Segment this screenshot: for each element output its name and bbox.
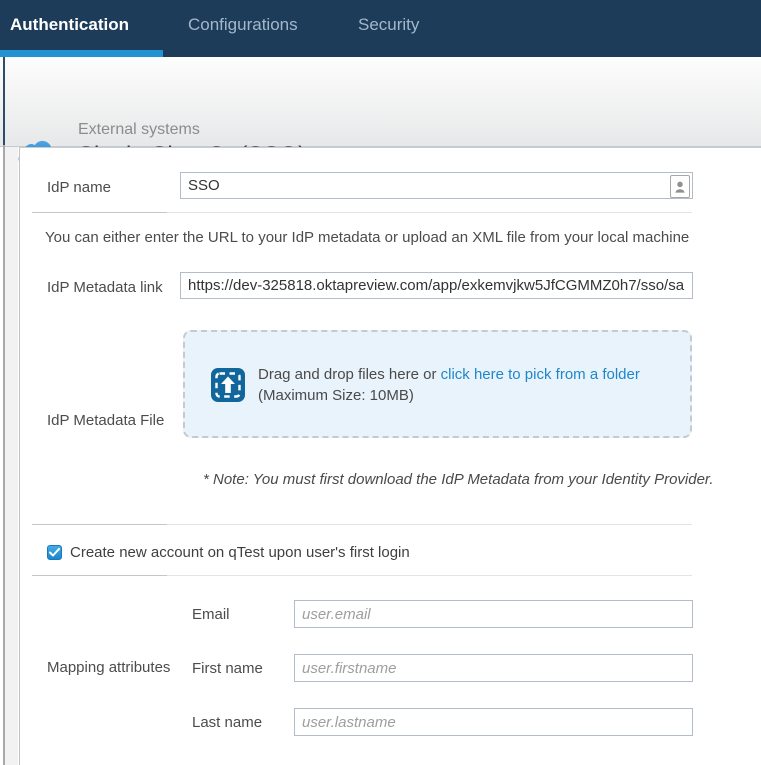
- tab-configurations[interactable]: Configurations: [188, 15, 298, 34]
- upload-icon: [210, 367, 246, 403]
- create-account-label: Create new account on qTest upon user's first login: [70, 544, 410, 561]
- metadata-link-input[interactable]: [180, 272, 693, 299]
- metadata-link-label: IdP Metadata link: [47, 279, 163, 296]
- idp-name-input[interactable]: [180, 172, 693, 199]
- autofill-contact-icon[interactable]: [670, 175, 690, 198]
- divider: [32, 575, 692, 576]
- mapping-lastname-input[interactable]: [294, 708, 693, 736]
- mapping-firstname-label: First name: [192, 660, 263, 677]
- dropzone-size-limit: (Maximum Size: 10MB): [258, 387, 414, 404]
- active-tab-indicator: [0, 50, 163, 57]
- idp-name-label: IdP name: [47, 179, 111, 196]
- mapping-firstname-input[interactable]: [294, 654, 693, 682]
- person-icon: [674, 180, 686, 194]
- file-dropzone[interactable]: [183, 330, 692, 438]
- top-navbar: [0, 0, 761, 57]
- create-account-checkbox[interactable]: [47, 545, 62, 560]
- pick-file-link[interactable]: click here to pick from a folder: [440, 366, 640, 383]
- divider: [32, 524, 692, 525]
- tab-security[interactable]: Security: [358, 15, 420, 34]
- mapping-email-label: Email: [192, 606, 230, 623]
- mapping-attributes-label: Mapping attributes: [47, 659, 171, 676]
- dropzone-instructions: [258, 366, 640, 383]
- mapping-lastname-label: Last name: [192, 714, 263, 731]
- left-rail-strip[interactable]: [5, 147, 18, 765]
- metadata-file-label: IdP Metadata File: [47, 412, 165, 429]
- breadcrumb: External systems: [78, 121, 200, 138]
- check-icon: [49, 548, 60, 557]
- metadata-note: * Note: You must first download the IdP Metadata from your Identity Provider.: [203, 471, 714, 488]
- dropzone-text: Drag and drop files here or: [258, 366, 441, 383]
- tab-authentication[interactable]: Authentication: [10, 15, 129, 34]
- mapping-email-input[interactable]: [294, 600, 693, 628]
- metadata-hint-text: You can either enter the URL to your IdP metadata or upload an XML file from your local machine: [45, 229, 690, 246]
- page-header: [0, 57, 761, 147]
- divider: [32, 212, 692, 213]
